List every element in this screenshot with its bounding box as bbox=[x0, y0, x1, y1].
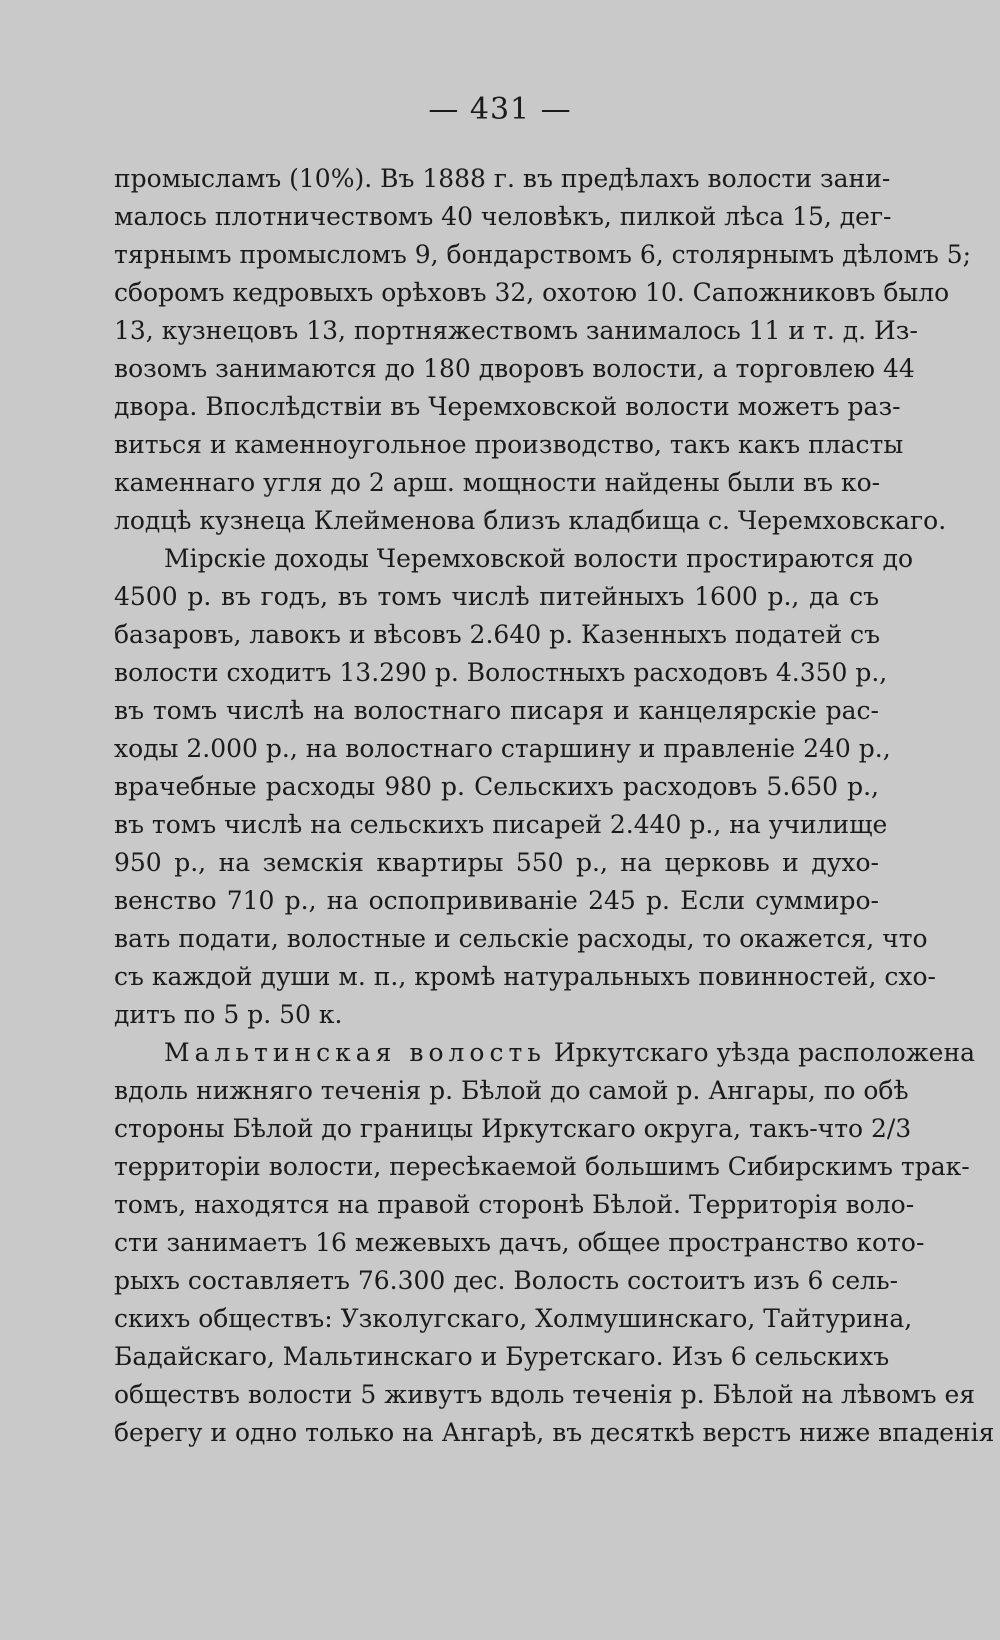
text-line: лодцѣ кузнеца Клейменова близъ кладбища с. Черемховскаго. bbox=[114, 506, 947, 535]
page-number: — 431 — bbox=[428, 92, 572, 127]
text-line: томъ, находятся на правой сторонѣ Бѣлой. Территорія воло- bbox=[114, 1190, 915, 1219]
text-line: сборомъ кедровыхъ орѣховъ 32, охотою 10. Сапожниковъ было bbox=[114, 278, 950, 307]
text-line: Бадайскаго, Мальтинскаго и Буретскаго. Изъ 6 сельскихъ bbox=[114, 1342, 890, 1371]
text-line: виться и каменноугольное производство, такъ какъ пласты bbox=[114, 430, 904, 459]
spaced-heading: Мальтинская волость bbox=[164, 1038, 546, 1067]
text-line: тярнымъ промысломъ 9, бондарствомъ 6, столярнымъ дѣломъ 5; bbox=[114, 240, 972, 269]
text-line: возомъ занимаются до 180 дворовъ волости, а торговлею 44 bbox=[114, 354, 915, 383]
text-line: базаровъ, лавокъ и вѣсовъ 2.640 р. Казенныхъ податей съ bbox=[114, 620, 880, 649]
text-line: съ каждой души м. п., кромѣ натуральныхъ повинностей, схо- bbox=[114, 962, 937, 991]
text-line: 950 р., на земскія квартиры 550 р., на церковь и духо- bbox=[114, 848, 879, 877]
text-line: скихъ обществъ: Узколугскаго, Холмушинскаго, Тайтурина, bbox=[114, 1304, 913, 1333]
text-line: сти занимаетъ 16 межевыхъ дачъ, общее пространство кото- bbox=[114, 1228, 925, 1257]
text-line: обществъ волости 5 живутъ вдоль теченія р. Бѣлой на лѣвомъ ея bbox=[114, 1380, 976, 1409]
text-line: вать подати, волостные и сельскіе расходы, то окажется, что bbox=[114, 924, 928, 953]
text-line: врачебные расходы 980 р. Сельскихъ расходовъ 5.650 р., bbox=[114, 772, 879, 801]
text-line: рыхъ составляетъ 76.300 дес. Волость состоитъ изъ 6 сель- bbox=[114, 1266, 899, 1295]
text-line: берегу и одно только на Ангарѣ, въ десяткѣ верстъ ниже впаденія bbox=[114, 1418, 995, 1447]
text-line: вдоль нижняго теченія р. Бѣлой до самой р. Ангары, по обѣ bbox=[114, 1076, 909, 1105]
text-line: 13, кузнецовъ 13, портняжествомъ занималось 11 и т. д. Из- bbox=[114, 316, 918, 345]
text-line: въ томъ числѣ на сельскихъ писарей 2.440 р., на училище bbox=[114, 810, 888, 839]
text-line: 4500 р. въ годъ, въ томъ числѣ питейныхъ 1600 р., да съ bbox=[114, 582, 879, 611]
text-line: венство 710 р., на оспопрививаніе 245 р. Если суммиро- bbox=[114, 886, 879, 915]
text-line: дитъ по 5 р. 50 к. bbox=[114, 1000, 343, 1029]
text-line: каменнаго угля до 2 арш. мощности найдены были въ ко- bbox=[114, 468, 881, 497]
text-line: стороны Бѣлой до границы Иркутскаго округа, такъ-что 2/3 bbox=[114, 1114, 912, 1143]
text-line: въ томъ числѣ на волостнаго писаря и канцелярскіе рас- bbox=[114, 696, 879, 725]
text-line: волости сходитъ 13.290 р. Волостныхъ расходовъ 4.350 р., bbox=[114, 658, 888, 687]
paragraph-start: Мірскіе доходы Черемховской волости простираются до bbox=[164, 544, 914, 573]
text-line: ходы 2.000 р., на волостнаго старшину и правленіе 240 р., bbox=[114, 734, 891, 763]
text-line: двора. Впослѣдствіи въ Черемховской волости можетъ раз- bbox=[114, 392, 901, 421]
paragraph-start: Мальтинская волость Иркутскаго уѣзда расположена bbox=[164, 1038, 976, 1067]
text-line: малось плотничествомъ 40 человѣкъ, пилкой лѣса 15, дег- bbox=[114, 202, 892, 231]
text-line: территоріи волости, пересѣкаемой большимъ Сибирскимъ трак- bbox=[114, 1152, 970, 1181]
text-line: промысламъ (10%). Въ 1888 г. въ предѣлахъ волости зани- bbox=[114, 164, 891, 193]
